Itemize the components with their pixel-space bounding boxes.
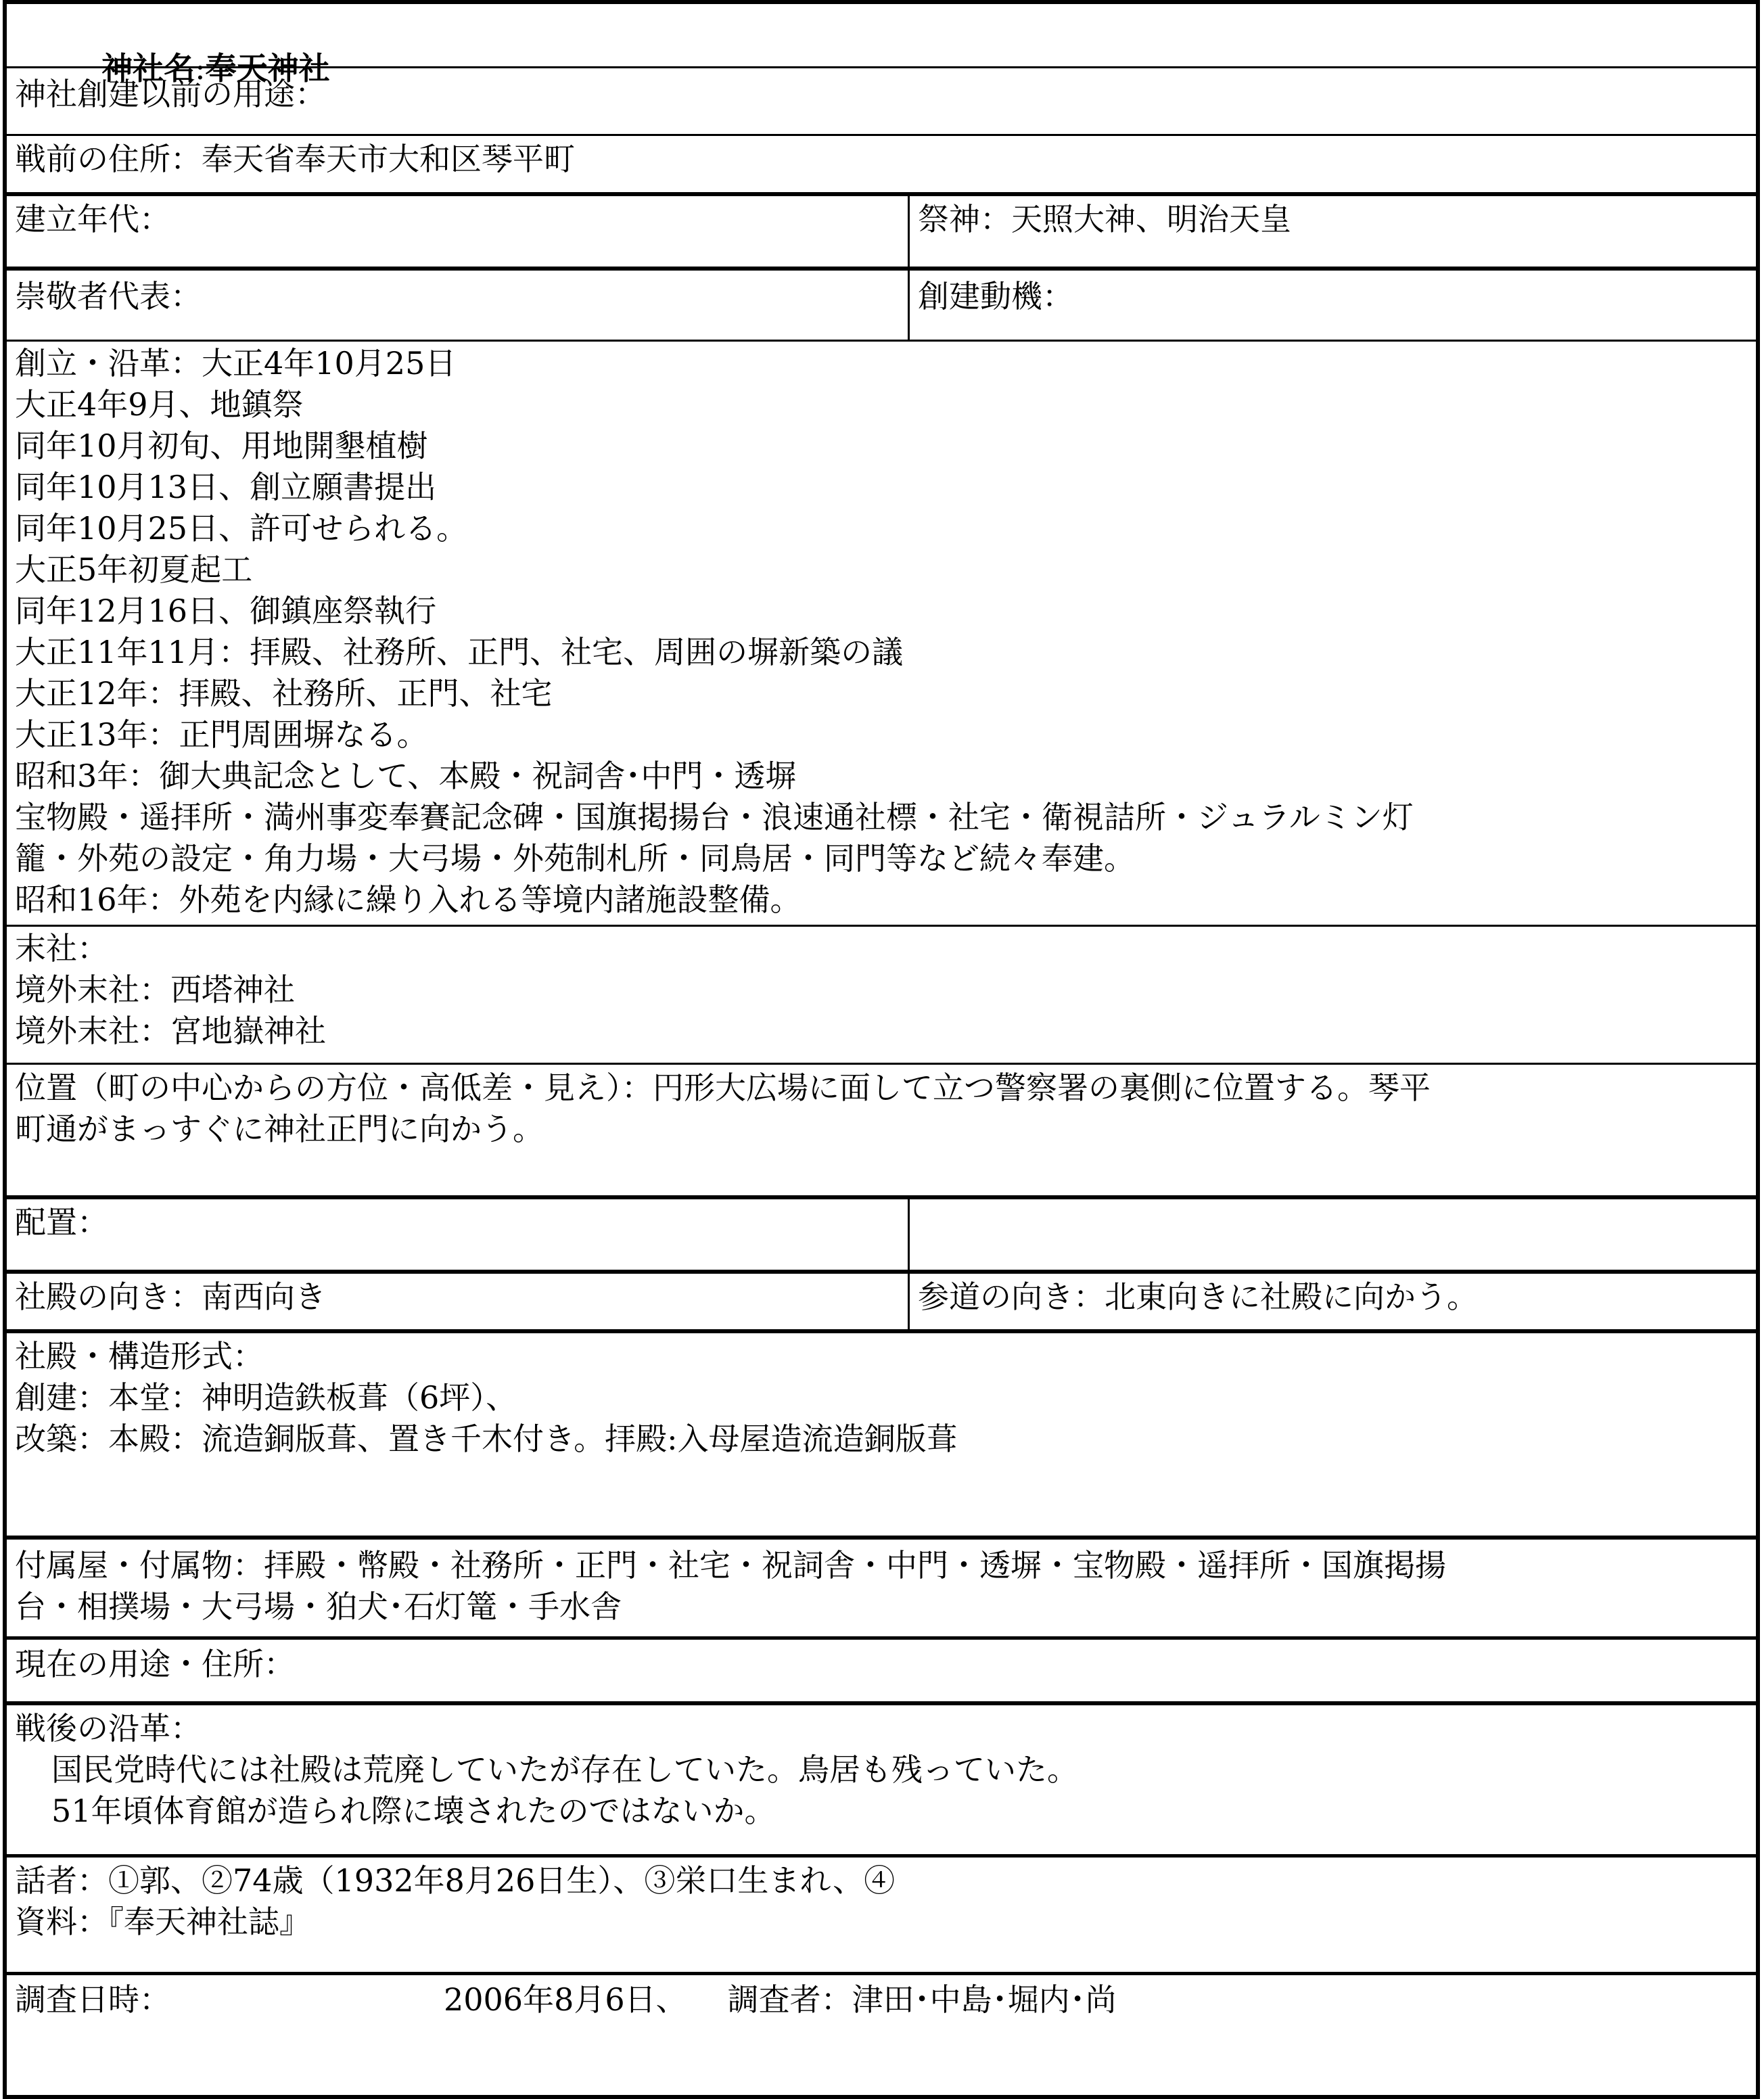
shrine-name: 神社名:奉天神社 [101,50,330,87]
postwar-line: 国民党時代には社殿は荒廃していたが存在していた。鳥居も残っていた。 [51,1751,1078,1788]
history-line: 昭和3年：御大典記念として、本殿・祝詞舎･中門・透塀 [15,758,797,794]
position-line: 町通がまっすぐに神社正門に向かう。 [15,1111,544,1147]
survey-line [15,1979,1748,2021]
history-line: 大正12年：拝殿、社務所、正門、社宅 [15,675,553,712]
shrine-name-label: 神社名 [101,50,195,87]
history-line: 同年10月13日、創立願書提出 [15,469,437,505]
history-row [3,342,1760,927]
branch-shrine-line: 末社： [15,930,108,967]
history-line: 創立・沿革：大正4年10月25日 [15,345,457,382]
approach-direction: 参道の向き：北東向きに社殿に向かう。 [918,1278,1478,1315]
deity: 祭神：天照大神、明治天皇 [918,201,1291,237]
layout-label: 配置： [15,1204,108,1241]
prewar-use: 神社創建以前の用途： [15,76,326,112]
structure-line: 改築：本殿：流造銅版葺、置き千木付き。拝殿:入母屋造流造銅版葺 [15,1421,958,1457]
postwar-row [3,1703,1760,1858]
informant-line: 話者：①郭、②74歳（1932年8月26日生）、③栄口生まれ、④ [15,1862,896,1899]
layout-row [3,1197,1760,1272]
layout-empty-cell [910,1199,1756,1270]
structure-row [3,1331,1760,1538]
shrine-name-value: 奉天神社 [205,50,330,87]
surveyor: 調査者：津田･中島･堀内･尚 [727,1981,1117,2018]
prewar-address-row [3,136,1760,194]
history-line: 同年10月25日、許可せられる。 [15,510,468,547]
position-line: 位置（町の中心からの方位・高低差・見え）：円形大広場に面して立つ警察署の裏側に位置する。琴平 [15,1069,1431,1106]
history-line: 大正4年9月、地鎮祭 [15,386,304,423]
current-use-row [3,1640,1760,1703]
shrine-name-row [3,0,1760,87]
history-line: 同年12月16日、御鎮座祭執行 [15,593,437,629]
built-year: 建立年代： [15,201,170,237]
history-line: 大正11年11月：拝殿、社務所、正門、社宅、周囲の塀新築の議 [15,634,904,670]
annex-row [3,1538,1760,1640]
survey-date-label: 調査日時： [15,1981,170,2018]
structure-line: 創建：本堂：神明造鉄板葺（6坪）、 [15,1379,517,1416]
history-line: 籠・外苑の設定・角力場・大弓場・外苑制札所・同鳥居・同門等など続々奉建。 [15,840,1135,877]
annex-line: 付属屋・付属物：拝殿・幣殿・社務所・正門・社宅・祝詞舎・中門・透塀・宝物殿・遥拝所・国旗掲揚 [15,1547,1446,1584]
prewar-address: 戦前の住所：奉天省奉天市大和区琴平町 [15,141,575,177]
history-line: 大正5年初夏起工 [15,551,253,588]
survey-date-value: 2006年8月6日、 [444,1981,687,2018]
direction-row [3,1272,1760,1331]
branch-shrines-row [3,927,1760,1065]
branch-shrine-line: 境外末社：宮地嶽神社 [15,1013,326,1049]
history-line: 同年10月初旬、用地開墾植樹 [15,428,428,464]
structure-line: 社殿・構造形式： [15,1338,264,1375]
source-line: 資料：『奉天神社誌』 [15,1904,310,1940]
informants-row [3,1858,1760,1975]
hall-direction: 社殿の向き：南西向き [15,1278,326,1315]
built-deity-row [3,194,1760,269]
branch-shrine-line: 境外末社：西塔神社 [15,971,295,1008]
history-line: 宝物殿・遥拝所・満州事変奉賽記念碑・国旗掲揚台・浪速通社標・社宅・衛視詰所・ジュラルミン灯 [15,799,1414,835]
position-row [3,1065,1760,1197]
motive: 創建動機： [918,278,1073,315]
worshipper-rep: 崇敬者代表： [15,278,202,315]
postwar-label: 戦後の沿革： [15,1710,202,1747]
survey-row [3,1975,1760,2099]
prewar-use-row [3,68,1760,136]
rep-motive-row [3,269,1760,342]
history-line: 昭和16年：外苑を内縁に繰り入れる等境内諸施設整備。 [15,881,802,918]
postwar-line: 51年頃体育館が造られ際に壊されたのではないか。 [51,1793,776,1829]
current-use: 現在の用途・住所： [15,1646,295,1682]
annex-line: 台・相撲場・大弓場・狛犬･石灯篭・手水舎 [15,1588,622,1625]
history-line: 大正13年：正門周囲塀なる。 [15,716,428,753]
